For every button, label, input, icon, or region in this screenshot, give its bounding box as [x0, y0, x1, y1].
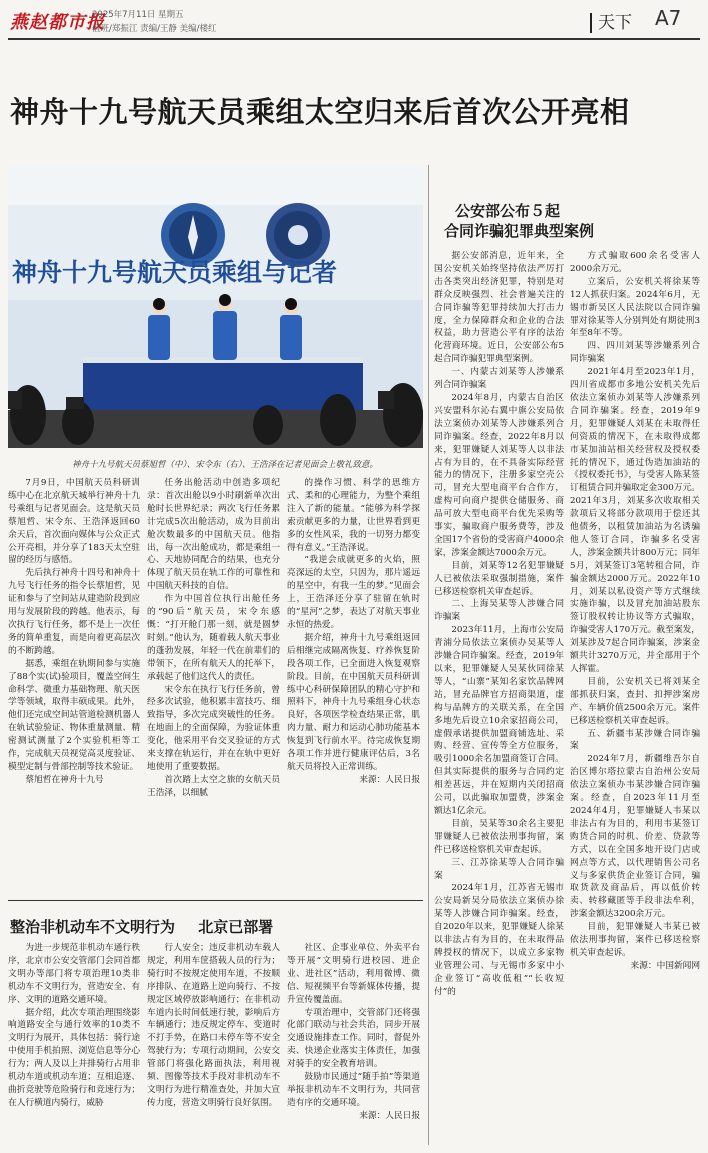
ebike-paragraph: 为进一步规范非机动车通行秩序，北京市公安交管部门会同首都文明办等部门将专项治理10类非机动车不文明行为，营造安全、有序、文明的道路交通环境。: [8, 943, 140, 1005]
lead-paragraph: 宋令东在执行飞行任务前，曾经多次试验，他积累丰富技巧、细致指导，多次完成突破性的任务。在地面上的全面保障，为验证体重变化，他采用平台交叉验证的方式来支撑在轨运行，并在在轨中更好地使用了重要数据。: [147, 684, 280, 772]
fraud-paragraph: 2024年7月，新疆维吾尔自治区博尔塔拉蒙古自治州公安局依法立案侦办韦某涉嫌合同诈骗案。经查，自2023年11月至2024年4月，犯罪嫌疑人韦某以非法占有为目的，利用韦某签订购货合同的时机、价差、贷款等方式，以在全国多地开设门店或网点等方式，以代理销售公司名义与多家供货企业签订合同，骗取货款及商品后，再以低价转卖、转移藏匿等手段非法牟利，涉案金额达3200余万元。: [570, 754, 700, 920]
fraud-paragraph: 目前，公安机关已将刘某全部抓获归案，查封、扣押涉案房产、车辆价值2500余万元。案件已移送检察机关审查起诉。: [570, 676, 700, 726]
page-number: A7: [655, 6, 682, 30]
newspaper-masthead: 燕赵都市报: [10, 12, 105, 33]
lead-paragraph: 的操作习惯、科学的思维方式、柔和的心理能力，为整个乘组注入了新的能量。“能够为科学探索贡献更多的力量，让世界看到更多的女性风采，我的一切努力都变得有意义。”王浩泽说。: [287, 478, 420, 553]
editors-line: 值班/郑振江 责编/王静 美编/楼红: [92, 24, 217, 34]
photo-banner-text: 神舟十九号航天员乘组与记者: [12, 258, 338, 287]
fraud-paragraph: 2023年11月，上海市公安局青浦分局依法立案侦办吴某等人涉嫌合同诈骗案。经查，2019年以来，犯罪嫌疑人吴某伙同徐某等人，“山寨”某知名家饮品牌网站，冒充品牌官方招商渠道，虚构与品牌方的关联关系，在全国多地先后设立10余家招商公司，虚假承诺提供加盟商铺选址、采购、经营、宣传等全方位服务，吸引1000余名加盟商签订合同。但其实际提供的服务与合同约定相差甚远，并在短期内关闭招商公司，以此骗取加盟费，涉案金额达1亿余元。: [434, 625, 564, 816]
header-rule: [8, 38, 700, 40]
fraud-paragraph: 据公安部消息，近年来，全国公安机关始终坚持依法严厉打击各类突出经济犯罪，特别是对群众反映强烈、社会普遍关注的合同诈骗等犯罪持续加大打击力度，全力保障群众和企业的合法权益，助力营造公平有序的法治化营商环境。近日，公安部公布5起合同诈骗犯罪典型案例。: [434, 251, 564, 365]
press-conference-photo: [8, 165, 423, 448]
fraud-paragraph: 目前，犯罪嫌疑人韦某已被依法刑事拘留，案件已移送检察机关审查起诉。: [570, 922, 700, 958]
fraud-paragraph: 2021年4月至2023年1月，四川省成都市多地公安机关先后依法立案侦办刘某等人涉嫌系列合同诈骗案。经查，2019年9月，犯罪嫌疑人刘某在未取得任何资质的情况下，在未取得成都市某加油站相关经营权及授权委托的情况下，通过伪造加油站的《授权委托书》，与受害人陈某签订租赁合同并骗取定金300万元。2021年3月，刘某多次收取相关款项后又将部分款项用于偿还其他债务，以租赁加油站为名诱骗他人签订合同，诈骗多名受害人，涉案金额共计800万元；同年5月，刘某签订3笔转租合同，诈骗金额达2000万元。2022年10月，刘某以私设资产等方式继续实施诈骗，以及冒充加油站股东签订股权转让协议等方式骗取，诈骗受害人170万元。截至案发，刘某涉及7起合同诈骗案，涉案金额共计3270万元，并全部用于个人挥霍。: [570, 367, 700, 674]
fraud-headline-line-1: 公安部公布５起: [455, 202, 561, 220]
lead-paragraph: 先后执行神舟十四号和神舟十九号飞行任务的指令长蔡旭哲，见证和参与了空间站从建造阶段到应用与发展阶段的跨越。他表示，每次执行飞行任务，都不是上一次任务的简单重复，而是向着更高层次的不断跨越。: [8, 568, 140, 656]
ebike-paragraph: 社区、企事业单位、外卖平台等开展“文明骑行进校园、进企业、进社区”活动，利用微博、微信、短视频平台等新媒体传播，提升宣传覆盖面。: [287, 943, 420, 1005]
article-source: 来源：中国新闻网: [630, 960, 700, 971]
lead-paragraph: 7月9日，中国航天员科研训练中心在北京航天城举行神舟十九号乘组与记者见面会。这是航天员蔡旭哲、宋令东、王浩泽返回60余天后，首次面向媒体与公众正式公开亮相，并分享了183天太空驻留的经历与感悟。: [8, 478, 140, 566]
photo-illustration: [8, 165, 423, 448]
fraud-paragraph: 二、上海吴某等人涉嫌合同诈骗案: [434, 599, 564, 623]
lead-column-3: [287, 477, 420, 895]
lead-paragraph: 据介绍，神舟十九号乘组返回后相继完成隔离恢复、疗养恢复阶段各项工作，已全面进入恢复观察阶段。目前，在中国航天员科研训练中心科研保障团队的精心守护和照料下，神舟十九号乘组身心状态良好，各项医学检查结果正常，肌肉力量、耐力和运动心肺功能基本恢复到飞行前水平。待完成恢复期各项工作并进行健康评估后，3名航天员将投入正常训练。: [287, 632, 420, 772]
ebike-column-3: [287, 942, 420, 1147]
section-label: [590, 8, 638, 33]
ebike-paragraph: 据介绍，此次专项治理围绕影响道路安全与通行效率的10类不文明行为展开，具体包括：骑行途中使用手机拍照、浏览信息等分心行为；两人及以上并排骑行占用非机动车道或机动车道；互相追逐、曲折竞驶等危险骑行和竞速行为；在人行横道内骑行，威胁: [8, 1007, 140, 1108]
ebike-paragraph: 鼓励市民通过“随手拍”等渠道举报非机动车不文明行为，共同营造有序的交通环境。: [287, 1072, 420, 1108]
fraud-paragraph: 2024年8月，内蒙古自治区兴安盟科尔沁右翼中旗公安局依法立案侦办刘某等人涉嫌系列合同诈骗案。经查，2022年8月以来，犯罪嫌疑人刘某等人以非法占有为目的，在不具备实际经营能力的情况下，注册多家空壳公司，冒充大型电商平台合作方，虚构可向商户提供仓储服务、商品可放大型电商平台优先采购等事实，骗取商户服务费等，涉及全国17个省份的受害商户4000余家，涉案金额达7000余万元。: [434, 392, 564, 558]
article-source: 来源：人民日报: [359, 774, 420, 785]
lead-column-1: [8, 477, 140, 895]
fraud-paragraph: 立案后，公安机关将徐某等12人抓获归案。2024年6月，无锡市新吴区人民法院以合同诈骗罪对徐某等人分别判处有期徒刑3年至8年不等。: [570, 276, 700, 339]
lead-column-2: [147, 477, 280, 895]
fraud-paragraph: 四、四川刘某等涉嫌系列合同诈骗案: [570, 341, 700, 365]
lead-paragraph: 蔡旭哲在神舟十九号: [25, 774, 104, 785]
article-source: 来源：人民日报: [359, 1110, 420, 1121]
ebike-column-1: [8, 942, 140, 1147]
fraud-paragraph: 目前，刘某等12名犯罪嫌疑人已被依法采取强制措施，案件已移送检察机关审查起诉。: [434, 560, 564, 597]
ebike-paragraph: 行人安全；违反非机动车载人规定，利用车筐搭载人员的行为；骑行时不按规定使用车道，不按顺序排队、在道路上逆向骑行、不按规定区域停放影响通行；在非机动车道内长时间低速行驶，影响后方车辆通行；违反规定停车、变道时不打手势，在路口未停车等不安全驾驶行为；专项行动期间，公安交管部门将强化路面执法，利用视频、图像等技术手段对非机动车不文明行为进行精准查处，并加大宣传力度，营造文明骑行良好氛围。: [147, 943, 280, 1108]
fraud-paragraph: 一、内蒙古刘某等人涉嫌系列合同诈骗案: [434, 367, 564, 391]
fraud-paragraph: 方式骗取600余名受害人2000余万元。: [570, 251, 700, 274]
ebike-headline-part-2: 北京已部署: [198, 918, 274, 936]
fraud-paragraph: 五、新疆韦某涉嫌合同诈骗案: [570, 728, 700, 752]
ebike-paragraph: 专项治理中，交管部门还将强化部门联动与社会共治，同步开展交通设施排查工作。同时，督促外卖、快递企业落实主体责任，加强对骑手的安全教育培训。: [287, 1007, 420, 1070]
lead-paragraph: 首次踏上太空之旅的女航天员王浩泽，以细腻: [147, 774, 280, 798]
lead-paragraph: 作为中国首位执行出舱任务的“90后”航天员，宋令东感慨：“打开舱门那一刻，就是圆梦时刻。”他认为，随着载人航天事业的蓬勃发展，年轻一代在前辈们的带领下，在所有航天人的托举下，承载起了他们这代人的责任。: [147, 594, 280, 682]
lead-paragraph: “我逆会成就更多的火焰，照亮深远的太空，只因为，那片遥远的星空中，有我一生的梦。”见面会上，王浩泽还分享了驻留在轨时的“星河”之梦，表达了对航天事业永恒的热爱。: [287, 555, 420, 630]
ebike-headline: [10, 916, 273, 937]
lead-headline: 神舟十九号航天员乘组太空归来后首次公开亮相: [10, 95, 630, 129]
ebike-column-2: [147, 942, 280, 1147]
section-rule: [8, 900, 423, 901]
ebike-headline-part-1: 整治非机动车不文明行为: [10, 918, 176, 936]
fraud-paragraph: 目前，吴某等30余名主要犯罪嫌疑人已被依法刑事拘留，案件已移送检察机关审查起诉。: [434, 818, 564, 855]
issue-date: 2025年7月11日 星期五: [92, 10, 184, 20]
column-divider: [428, 165, 429, 1145]
fraud-column-1: [434, 250, 564, 1140]
lead-paragraph: 据悉，乘组在轨期间参与实施了88个实(试)验项目，覆盖空间生命科学、微重力基础物理、航天医学等领域，取得丰硕成果。此外，他们还完成空间站管道检测机器人在轨试验验证、物体重量测量、精密测试测量了2个实验机柜等工作，完成航天员视觉高灵度验证、模型定制与骨部控制等技术验证。: [8, 658, 140, 772]
fraud-paragraph: 三、江苏徐某等人合同诈骗案: [434, 857, 564, 881]
photo-caption: 神舟十九号航天员蔡旭哲（中）、宋令东（右）、王浩泽在记者见面会上敬礼致意。: [72, 460, 379, 470]
section-name: 天下: [590, 13, 638, 33]
lead-paragraph: 任务出舱活动中创造多项纪录：首次出舱以9小时刷新单次出舱时长世界纪录；两次飞行任务累计完成5次出舱活动，成为目前出舱次数最多的中国航天员。他指出，每一次出舱成功，都是乘组一心、天地协同配合的结果，也充分体现了航天员在轨工作的可靠性和中国航天科技的自信。: [147, 478, 280, 592]
fraud-headline-line-2: 合同诈骗犯罪典型案例: [444, 222, 595, 240]
fraud-paragraph: 2024年1月，江苏省无锡市公安局新吴分局依法立案侦办徐某等人涉嫌合同诈骗案。经查，自2020年以来，犯罪嫌疑人徐某以非法占有为目的，在未取得品牌授权的情况下，以成立多家物业管理公司、与无锡市多家中小企业签订“高收低租”“长收短付”的: [434, 883, 564, 997]
fraud-column-2: [570, 250, 700, 1145]
